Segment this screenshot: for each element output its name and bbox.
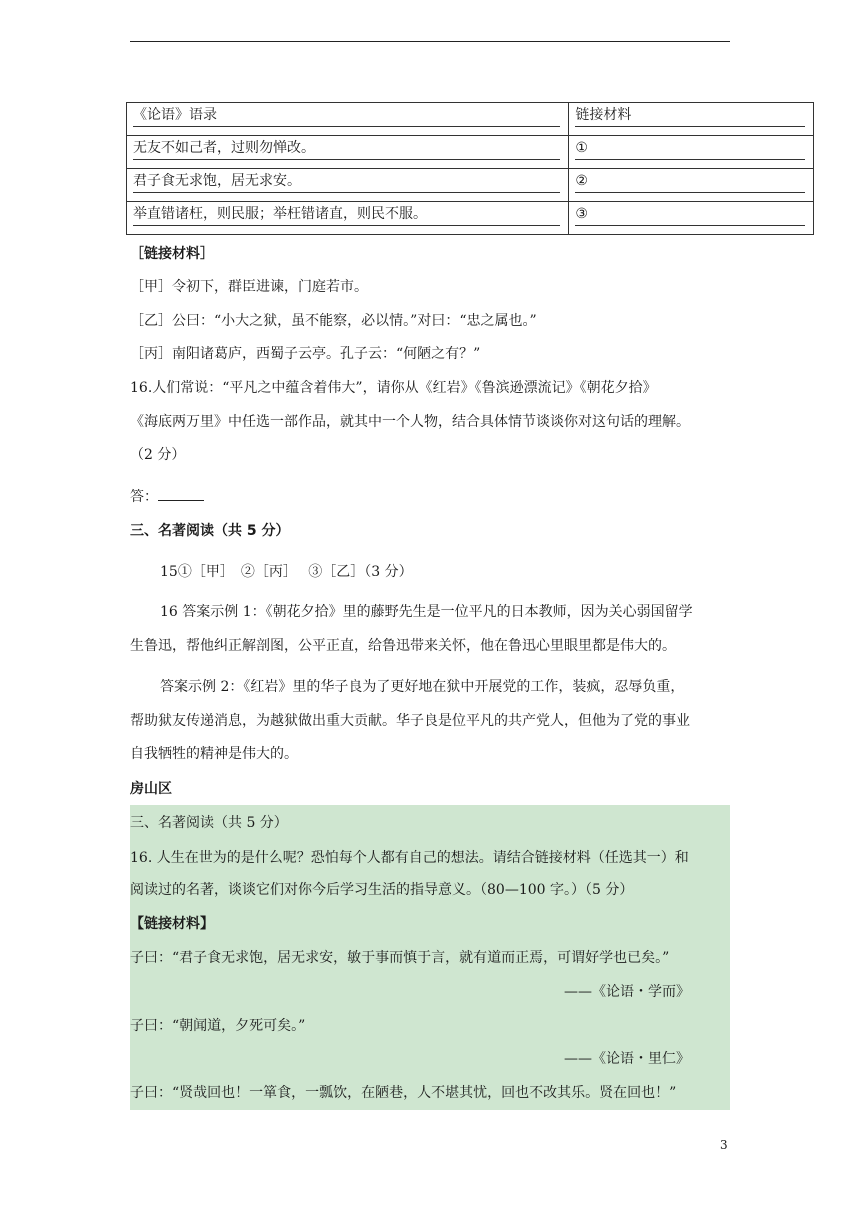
- answer-16-example-1: 生鲁迅，帮他纠正解剖图，公平正直，给鲁迅带来关怀，他在鲁迅心里眼里都是伟大的。: [130, 638, 676, 654]
- table-row: [127, 136, 814, 169]
- analects-quote: 子曰：“朝闻道，夕死可矣。”: [130, 1018, 306, 1034]
- answer-15: 15①［甲］ ②［丙］ ③［乙］（3 分）: [160, 564, 413, 580]
- link-material-item: ［甲］令初下，群臣进谏，门庭若市。: [130, 279, 368, 295]
- section-heading: 三、名著阅读（共 5 分）: [130, 815, 288, 831]
- link-material-heading: 【链接材料】: [130, 916, 214, 932]
- quote-source: ——《论语・里仁》: [564, 1051, 690, 1067]
- answer-16-example-1: 16 答案示例 1：《朝花夕拾》里的藤野先生是一位平凡的日本教师，因为关心弱国留学: [160, 604, 693, 620]
- answer-16-example-2: 答案示例 2：《红岩》里的华子良为了更好地在狱中开展党的工作，装疯，忍辱负重，: [160, 679, 685, 695]
- answer-line: [130, 486, 734, 507]
- analects-quote: 子曰：“君子食无求饱，居无求安，敏于事而慎于言，就有道而正焉，可谓好学也已矣。”: [130, 950, 670, 966]
- table-header-cell: 《论语》语录: [133, 103, 560, 127]
- section-heading: 三、名著阅读（共 5 分）: [130, 523, 290, 539]
- table-row: [127, 169, 814, 202]
- table-cell: ③: [575, 202, 805, 226]
- table-header-row: [127, 103, 814, 136]
- table-cell: ②: [575, 169, 805, 193]
- analects-quote: 子曰：“贤哉回也！一箪食，一瓢饮，在陋巷，人不堪其忧，回也不改其乐。贤在回也！”: [130, 1085, 677, 1101]
- district-heading: 房山区: [130, 781, 172, 797]
- link-material-item: ［乙］公曰：“小大之狱，虽不能察，必以情。”对曰：“忠之属也。”: [130, 313, 537, 329]
- link-material-item: ［丙］南阳诸葛庐，西蜀子云亭。孔子云：“何陋之有？”: [130, 346, 481, 362]
- question-16-line: 阅读过的名著，谈谈它们对你今后学习生活的指导意义。（80—100 字。）（5 分）: [130, 882, 634, 898]
- table-cell: 君子食无求饱，居无求安。: [133, 169, 560, 193]
- quote-source: ——《论语・学而》: [564, 984, 690, 1000]
- question-16-line: 16.人们常说：“平凡之中蕴含着伟大”，请你从《红岩》《鲁滨逊漂流记》《朝花夕拾》: [130, 380, 657, 396]
- answer-16-example-2: 帮助狱友传递消息，为越狱做出重大贡献。华子良是位平凡的共产党人，但他为了党的事业: [130, 713, 690, 729]
- table-cell: ①: [575, 136, 805, 160]
- analects-table: [126, 102, 814, 235]
- page-number: 3: [720, 1138, 728, 1152]
- table-row: [127, 202, 814, 235]
- table-cell: 举直错诸枉，则民服；举枉错诸直，则民不服。: [133, 202, 560, 226]
- question-16-line: 《海底两万里》中任选一部作品，就其中一个人物，结合具体情节谈谈你对这句话的理解。: [130, 414, 690, 430]
- answer-blank: [158, 486, 204, 501]
- link-material-heading: ［链接材料］: [130, 246, 214, 262]
- table-cell: 无友不如己者，过则勿惮改。: [133, 136, 560, 160]
- header-rule: [130, 41, 730, 42]
- table-header-cell: 链接材料: [575, 103, 805, 127]
- answer-16-example-2: 自我牺牲的精神是伟大的。: [130, 746, 298, 762]
- question-16-line: （2 分）: [130, 447, 186, 463]
- answer-label: 答：: [130, 489, 158, 505]
- question-16-line: 16. 人生在世为的是什么呢？恐怕每个人都有自己的想法。请结合链接材料（任选其一）和: [130, 850, 689, 866]
